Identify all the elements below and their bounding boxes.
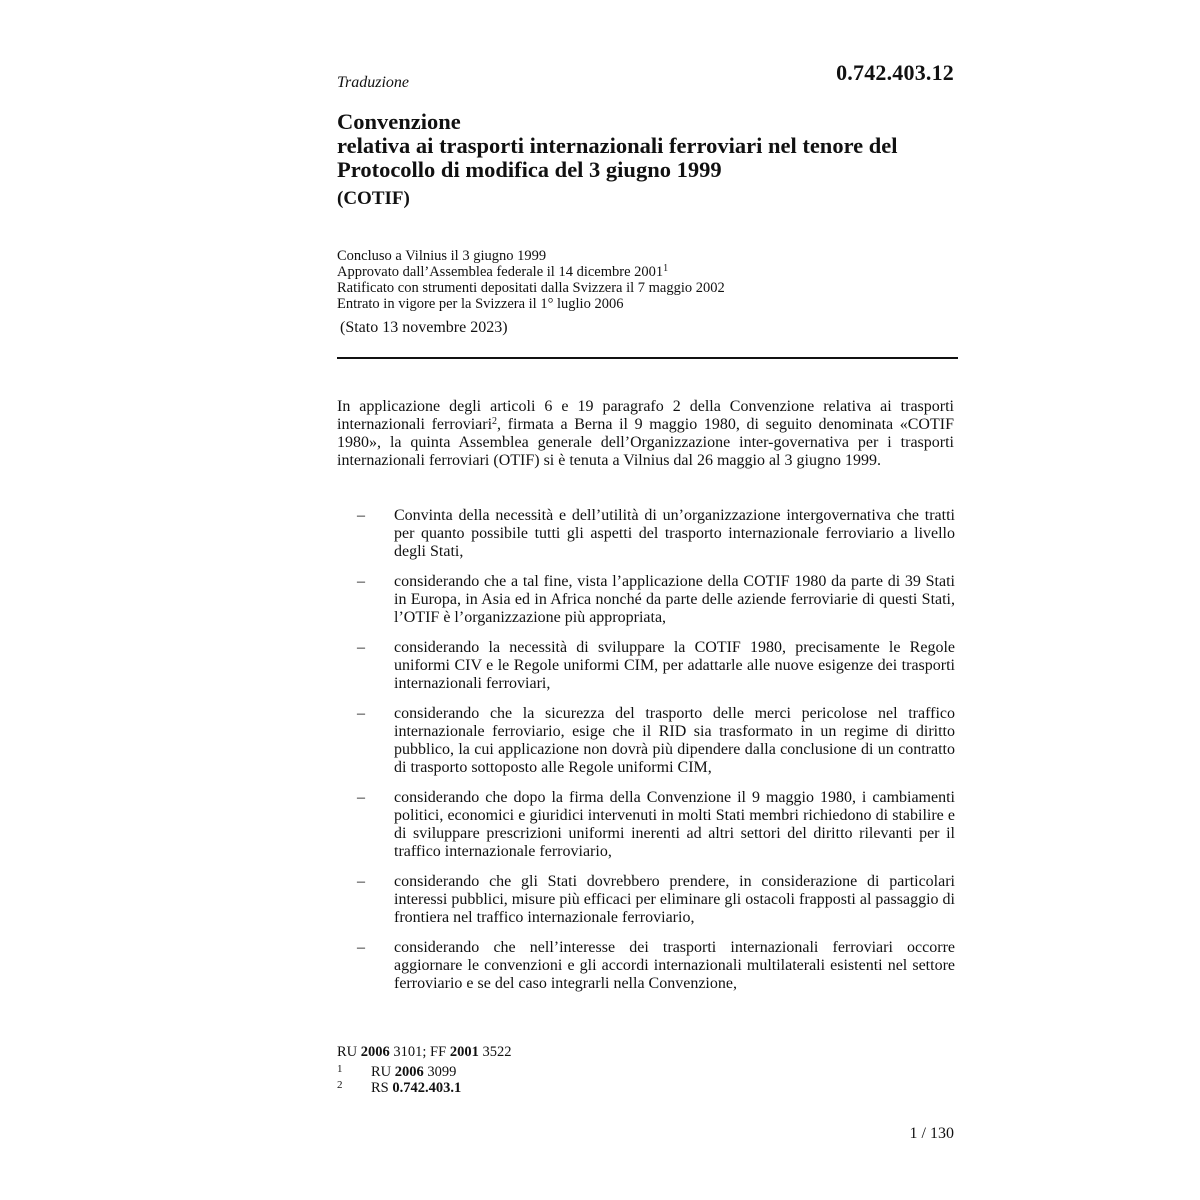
- title-line-2: relativa ai trasporti internazionali ferroviari nel tenore del: [337, 133, 898, 158]
- consideration-text: considerando la necessità di sviluppare la COTIF 1980, precisamente le Regole uniformi CIV e le Regole uniformi CIM, per adattarle alle nuove esigenze dei trasporti internazionali ferroviari,: [394, 639, 955, 692]
- list-item: [337, 705, 955, 777]
- footnote-1: [337, 1064, 461, 1080]
- footnote-bold: 2006: [394, 1064, 424, 1080]
- dash-bullet: –: [357, 939, 365, 956]
- title-line-1: Convenzione: [337, 109, 461, 134]
- intro-paragraph: [337, 398, 954, 470]
- meta-approved: [337, 264, 725, 280]
- footnote-number: 2: [337, 1079, 343, 1091]
- ff-page: 3522: [478, 1044, 512, 1060]
- publication-reference: [337, 1044, 511, 1061]
- ru-page: 3101; FF: [389, 1044, 450, 1060]
- footnote-2: [337, 1080, 461, 1096]
- list-item: [337, 639, 955, 693]
- meta-in-force: Entrato in vigore per la Svizzera il 1° luglio 2006: [337, 296, 624, 312]
- consideration-text: considerando che dopo la firma della Convenzione il 9 maggio 1980, i cambiamenti politici, economici e giuridici intervenuti in molti Stati membri richiedono di stabilire e di sviluppare prescrizioni uniformi inerenti ad altri settori del diritto rilevanti per il traffico internazionale ferroviario,: [394, 789, 955, 860]
- document-metadata: [337, 248, 725, 312]
- intro-text-part-1: In applicazione degli articoli 6 e 19 paragrafo 2 della Convenzione relativa ai trasporti internazionali ferroviari: [337, 398, 954, 433]
- footnote-bold: 0.742.403.1: [392, 1080, 462, 1096]
- dash-bullet: –: [357, 789, 365, 806]
- document-title: [337, 110, 957, 182]
- list-item: [337, 939, 955, 993]
- meta-concluded: Concluso a Vilnius il 3 giugno 1999: [337, 248, 547, 264]
- footnote-ref-2[interactable]: 2: [492, 416, 498, 427]
- meta-approved-text: Approvato dall’Assemblea federale il 14 dicembre 2001: [337, 264, 664, 280]
- page-number: 1 / 130: [909, 1125, 954, 1142]
- footnote-rest: 3099: [423, 1064, 457, 1080]
- footnote-number: 1: [337, 1063, 343, 1075]
- list-item: [337, 507, 955, 561]
- ru-prefix: RU: [337, 1044, 361, 1060]
- footnote-prefix: RS: [371, 1080, 393, 1096]
- document-page: [337, 55, 957, 1155]
- considerations-list: [337, 507, 955, 1005]
- dash-bullet: –: [357, 507, 365, 524]
- consideration-text: considerando che la sicurezza del trasporto delle merci pericolose nel traffico internazionale ferroviario, esige che il RID sia trasformato in un regime di diritto pubblico, la cui applicazione non dovrà più dipendere dalla conclusione di un contratto di trasporto sottoposto alle Regole uniformi CIM,: [394, 705, 955, 776]
- dash-bullet: –: [357, 639, 365, 656]
- footnote-ref-1[interactable]: 1: [663, 263, 669, 274]
- translation-label: Traduzione: [337, 74, 410, 91]
- status-date: (Stato 13 novembre 2023): [340, 319, 508, 336]
- ru-year: 2006: [360, 1044, 390, 1060]
- consideration-text: considerando che a tal fine, vista l’applicazione della COTIF 1980 da parte di 39 Stati in Europa, in Asia ed in Africa nonché da parte delle aziende ferroviarie di questi Stati, l’OTIF è l’organizzazione più appropriata,: [394, 573, 955, 626]
- consideration-text: considerando che nell’interesse dei trasporti internazionali ferroviari occorre aggiornare le convenzioni e gli accordi internazionali multilaterali esistenti nel settore ferroviario e se del caso integrarli nella Convenzione,: [394, 939, 955, 992]
- list-item: [337, 573, 955, 627]
- dash-bullet: –: [357, 873, 365, 890]
- title-line-3: Protocollo di modifica del 3 giugno 1999: [337, 157, 722, 182]
- consideration-text: considerando che gli Stati dovrebbero prendere, in considerazione di particolari interessi pubblici, misure più efficaci per eliminare gli ostacoli frapposti al passaggio di frontiera nel traffico internazionale ferroviario,: [394, 873, 955, 926]
- consideration-text: Convinta della necessità e dell’utilità di un’organizzazione intergovernativa che tratti per quanto possibile tutti gli aspetti del trasporto internazionale ferroviario a livello degli Stati,: [394, 507, 955, 560]
- footnotes: [337, 1064, 461, 1096]
- dash-bullet: –: [357, 573, 365, 590]
- ff-year: 2001: [449, 1044, 479, 1060]
- list-item: [337, 873, 955, 927]
- meta-ratified: Ratificato con strumenti depositati dalla Svizzera il 7 maggio 2002: [337, 280, 725, 296]
- document-abbreviation: (COTIF): [337, 188, 410, 209]
- intro-text-part-2: , firmata a Berna il 9 maggio 1980, di seguito denominata «COTIF 1980», la quinta Assemblea generale dell’Organizzazione inter-governativa per i trasporti internazionali ferroviari (OTIF) si è tenuta a Vilnius dal 26 maggio al 3 giugno 1999.: [337, 416, 954, 469]
- header-divider: [337, 357, 958, 359]
- list-item: [337, 789, 955, 861]
- dash-bullet: –: [357, 705, 365, 722]
- footnote-prefix: RU: [371, 1064, 395, 1080]
- sr-number: 0.742.403.12: [836, 60, 954, 85]
